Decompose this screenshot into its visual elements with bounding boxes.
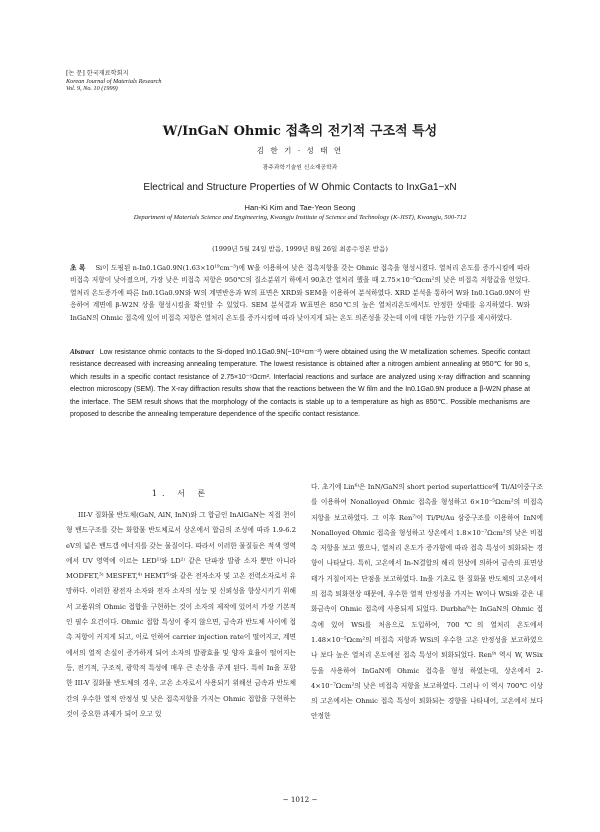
paper-title-kr: W/InGaN Ohmic 접촉의 전기적 구조적 특성 (162, 124, 438, 139)
abstract-en-text: Low resistance ohmic contacts to the Si-doped In0.1Ga0.9N(~10¹⁹cm⁻³) were obtained using the W metallization schemes. Specific contact resistance decreased with increasing annealing temperature. The lowest resistance is obtained after a nitrogen ambient annealing at 950℃ for 90 s, which results in a specific contact resistance of 2.75×10⁻⁵Ωcm². Interfacial reactions and surface are analyzed using x-ray diffraction and scanning electron microscopy (SEM). The X-ray diffraction results show that the reactions between the W film and the In0.1Ga0.9N produce a β-W2N phase at the interface. The SEM result shows that the morphology of the contacts is stable up to a temperature as high as 850℃. Possible mechanisms are proposed to describe the annealing temperature dependence of the specific contact resistance. (70, 349, 530, 419)
abstract-en (70, 347, 530, 421)
affiliation-kr: 광주과학기술원 신소재공학과 (262, 165, 338, 171)
paper-title-en: Electrical and Structure Properties of W Ohmic Contacts to InxGa1−xN (143, 182, 457, 193)
journal-name-kr: [논 문] 한국재료학회지 (66, 70, 129, 77)
body-column-right: 다. 초기에 Lin⁶⁾은 InN/GaN의 short period superlattice에 Ti/Al이중구조를 이용하여 Nonalloyed Ohmic 접촉을 형성하고 6×10⁻⁵Ωcm²의 비접촉 저항을 보고하였다. 그 이후 Ren⁷⁾이 Ti/Pt/Au 삼중구조를 이용하여 InN에 Nonalloyed Ohmic 접촉을 형성하고 상온에서 1.8×10⁻⁷Ωcm²의 낮은 비접촉 저항을 보고 했으나, 열처리 온도가 증가함에 따라 접촉 특성이 퇴화되는 경향이 나타났다. 특히, 고온에서 In-N결합의 해리 현상에 의하여 금속의 표면상태가 거칠어지는 단점을 보고하였다. In을 기초로 한 질화물 반도체의 고온에서의 접촉 퇴화현상 때문에, 우수한 열적 안정성을 가지는 W이나 WSi와 같은 내화금속이 Ohmic 접촉에 사용되게 되었다. Durbha⁸⁾는 InGaN의 Ohmic 접촉에 있어 WSi를 처음으로 도입하여, 700℃의 열처리 온도에서 1.48×10⁻⁵Ωcm²의 비접촉 저항과 WSi의 우수한 고온 안정성을 보고하였으나 보다 높은 열처리 온도에선 접촉 특성이 퇴화되었다. Ren⁹⁾ 역시 W, WSix 등을 사용하여 InGaN에 Ohmic 접촉을 형성 하였는데, 상온에서 2-4×10⁻⁷Ωcm²의 낮은 비접촉 저항을 보고하였다. 그러나 이 역시 700℃ 이상의 고온에서는 Ohmic 접촉 특성이 퇴화되는 경향을 나타내어, 고온에서 보다 안정한 (311, 483, 543, 721)
authors-en: Han-Ki Kim and Tae-Yeon Seong (244, 203, 356, 212)
abstract-en-label: Abstract (70, 349, 94, 356)
affiliation-en: Department of Materials Science and Engineering, Kwangju Institute of Science and Technology (K-JIST), Kwangju, 500-712 (133, 214, 467, 221)
section-heading-introduction: 1. 서 론 (151, 489, 211, 498)
page-number: − 1012 − (282, 795, 318, 804)
authors-kr: 김 한 기 · 성 태 연 (256, 146, 344, 155)
received-dates: (1999년 5월 24일 받음, 1999년 8월 26일 최종수정본 받음) (212, 245, 388, 253)
body-column-left: III-V 질화물 반도체(GaN, AlN, InN)와 그 합금인 InAlGaN는 직접 천이형 밴드구조를 갖는 화합물 반도체로서 상온에서 합금의 조성에 따라 1.9-6.2 eV의 넓은 밴드갭 에너지를 갖는 물질이다. 따라서 이러한 물질들은 적색 영역에서 UV 영역에 이르는 LED¹⁾와 LD²⁾ 같은 단파장 발광 소자 뿐만 아니라 MODFET,³⁾ MESFET,⁴⁾ HEMT⁵⁾와 같은 전자소자 및 고온 전력소자로서 유망하다. 이러한 광전자 소자와 전자 소자의 성능 및 신뢰성을 향상시키기 위해서 고품위의 Ohmic 접합을 구현하는 것이 소자의 제작에 있어서 가장 기본적인 필수 요건이다. Ohmic 접합 특성이 좋지 않으면, 금속과 반도체 사이에 접촉 저항이 커지게 되고, 이로 인하여 carrier injection rate이 떨어지고, 계면에서의 열적 손실이 증가하게 되어 소자의 발광효율 및 양자 효율이 떨어지는 등, 전기적, 구조적, 광학적 특성에 매우 큰 손상을 주게 된다. 특히 In을 포함한 III-V 질화물 반도체의 경우, 고온 소자로서 사용되기 위해선 금속과 반도체간의 우수한 열적 안정성 및 낮은 접촉저항을 가지는 Ohmic 접합을 구현하는 것이 중요한 과제가 되어 오고 있 (66, 511, 296, 718)
abstract-kr (70, 262, 530, 324)
journal-header (66, 70, 161, 93)
abstract-kr-text: Si이 도핑된 n-In0.1Ga0.9N(1.63×10¹⁹cm⁻³)에 W을 이용하여 낮은 접촉저항을 갖는 Ohmic 접촉을 형성시켰다. 열처리 온도를 증가시킴에 따라 비접촉 저항이 낮아졌으며, 가장 낮은 비접촉 저항은 950℃의 질소분위기 하에서 90초간 열처리 했을 때 2.75×10⁻⁵Ωcm²의 낮은 비접촉 저항값을 얻었다. 열처리 온도증가에 따른 In0.1Ga0.9N와 W의 계면반응과 W의 표면은 XRD와 SEM을 이용하여 분석하였다. XRD 분석을 통하여 W와 In0.1Ga0.9N이 반응하여 계면에 β-W2N 상을 형성시킴을 확인할 수 있었다. SEM 분석결과 W표면은 850℃의 높은 열처리온도에서도 안정한 상태를 유지하였다. W와 InGaN의 Ohmic 접촉에 있어 비접촉 저항은 열처리 온도를 증가시킴에 따라 낮아지게 되는 온도 의존성을 갖는데 이에 대한 가능한 기구를 제시하였다. (70, 264, 530, 322)
journal-volume: Vol. 9, No. 10 (1999) (66, 85, 118, 93)
journal-name-en: Korean Journal of Materials Research (66, 77, 162, 85)
abstract-kr-label: 초 록 (70, 264, 86, 272)
